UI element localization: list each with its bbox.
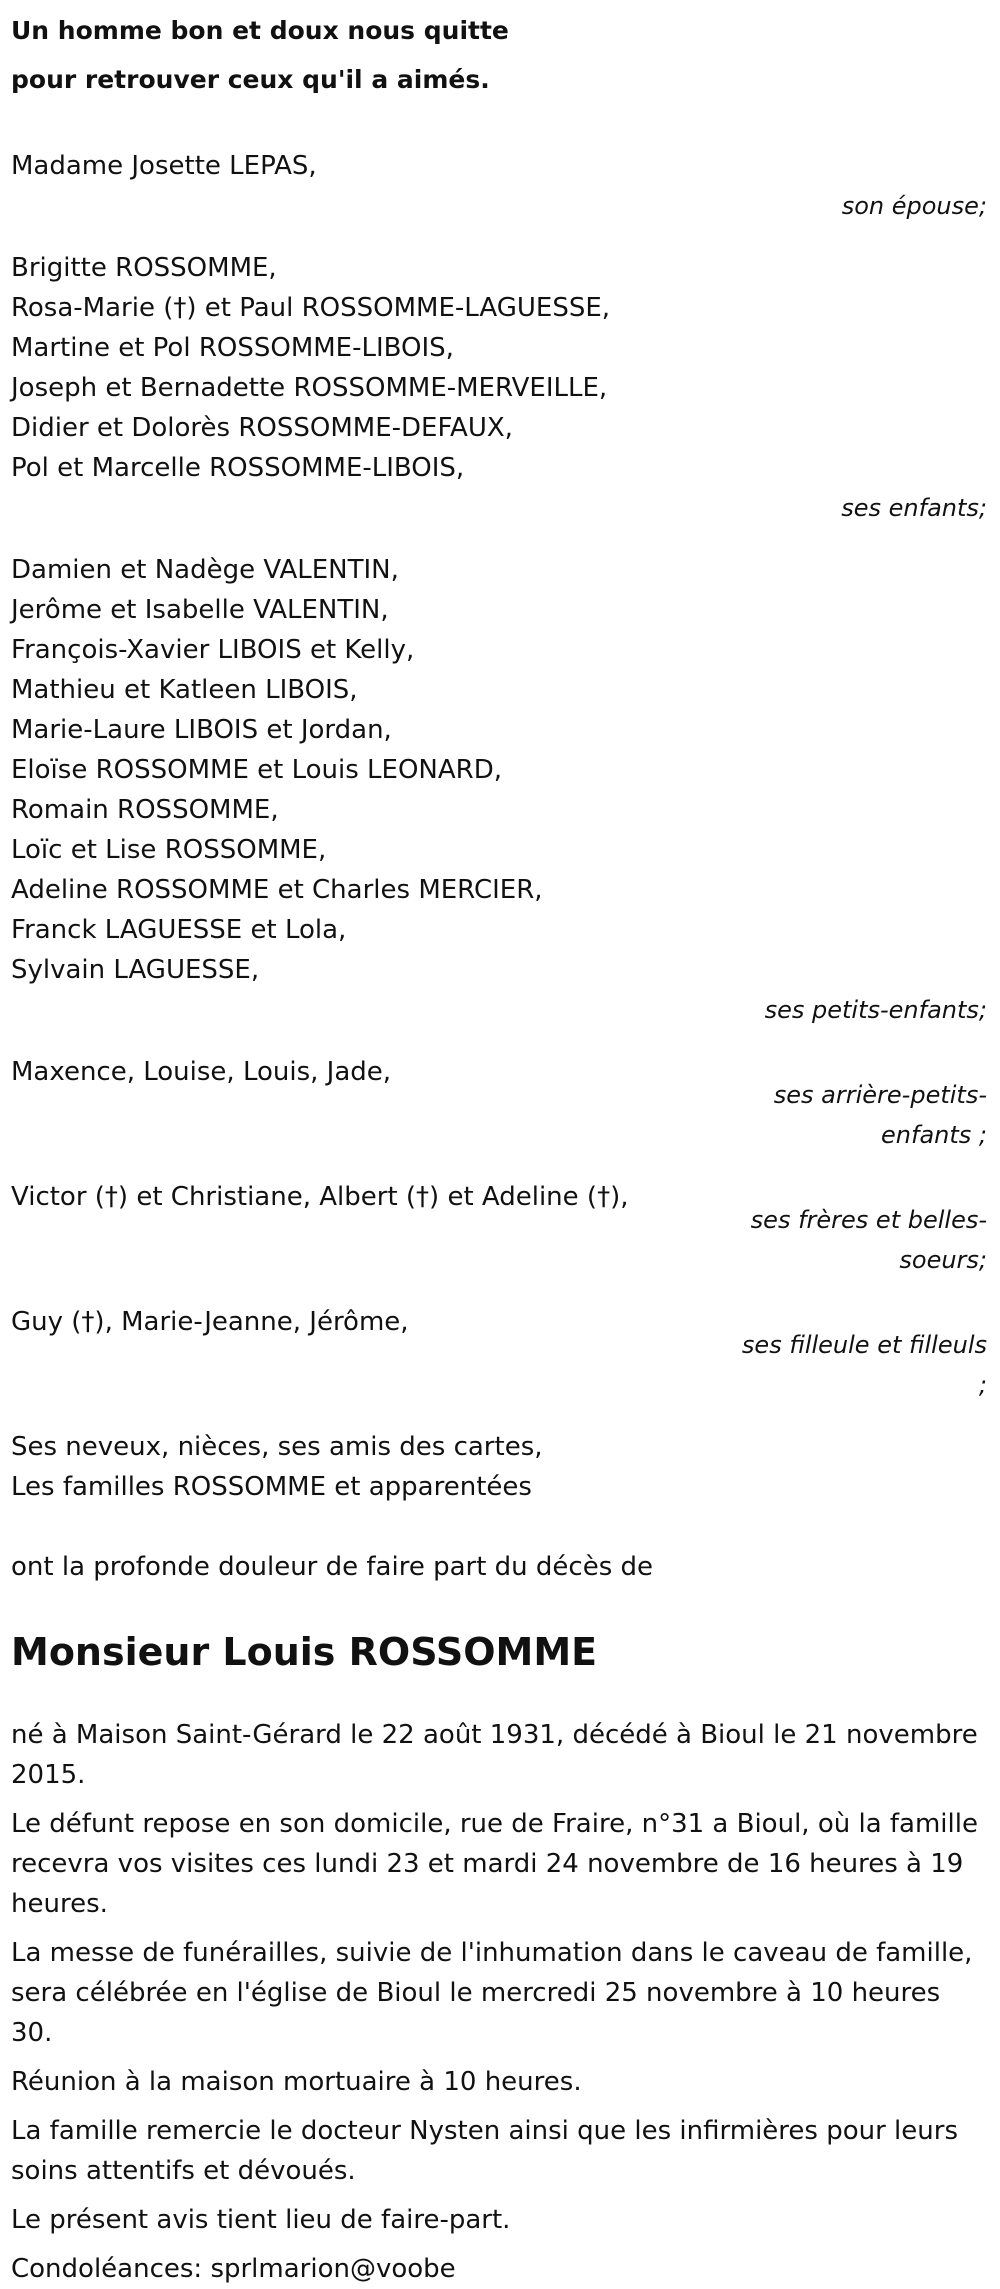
family-group-grandchildren	[11, 550, 989, 1030]
family-member-line: Martine et Pol ROSSOMME-LIBOIS,	[11, 333, 454, 363]
deceased-name: Monsieur Louis ROSSOMME	[11, 1630, 598, 1674]
relation-label-grandchildren: ses petits-enfants;	[764, 996, 987, 1024]
family-member-line: Rosa-Marie (†) et Paul ROSSOMME-LAGUESSE,	[11, 293, 611, 323]
family-group-great-grandchildren	[11, 1052, 989, 1155]
family-member-line: Pol et Marcelle ROSSOMME-LIBOIS,	[11, 453, 465, 483]
intro-line-1: Un homme bon et doux nous quitte	[11, 16, 509, 45]
family-member-line: Jerôme et Isabelle VALENTIN,	[11, 595, 389, 625]
relation-label-siblings: ses frères et belles-soeurs;	[750, 1206, 987, 1274]
relation-label-godchildren: ses filleule et filleuls ;	[741, 1331, 987, 1399]
detail-paragraph: Réunion à la maison mortuaire à 10 heures.	[11, 2067, 582, 2097]
relation-label-children: ses enfants;	[841, 494, 987, 522]
family-member-line: Madame Josette LEPAS,	[11, 151, 317, 181]
family-member-line: Guy (†), Marie-Jeanne, Jérôme,	[11, 1307, 409, 1337]
family-member-line: Franck LAGUESSE et Lola,	[11, 915, 347, 945]
detail-paragraph: Le défunt repose en son domicile, rue de Fraire, n°31 a Bioul, où la famille recevra vos visites ces lundi 23 et mardi 24 novembre de 16 heures à 19 heures.	[11, 1809, 978, 1919]
closing-line-2: Les familles ROSSOMME et apparentées	[11, 1472, 532, 1502]
detail-paragraph: La messe de funérailles, suivie de l'inhumation dans le caveau de famille, sera célébrée en l'église de Bioul le mercredi 25 novembre à 10 heures 30.	[11, 1938, 973, 2048]
family-member-line: Victor (†) et Christiane, Albert (†) et Adeline (†),	[11, 1182, 629, 1212]
family-member-line: Brigitte ROSSOMME,	[11, 253, 277, 283]
family-member-line: Eloïse ROSSOMME et Louis LEONARD,	[11, 755, 503, 785]
intro-line-2: pour retrouver ceux qu'il a aimés.	[11, 65, 490, 94]
family-member-line: Loïc et Lise ROSSOMME,	[11, 835, 327, 865]
family-member-line: Marie-Laure LIBOIS et Jordan,	[11, 715, 392, 745]
family-member-line: Romain ROSSOMME,	[11, 795, 279, 825]
condolences-line: Condoléances: sprlmarion@voobe	[11, 2254, 456, 2284]
family-member-line: Maxence, Louise, Louis, Jade,	[11, 1057, 392, 1087]
detail-paragraph: Le présent avis tient lieu de faire-part.	[11, 2205, 511, 2235]
family-group-siblings	[11, 1177, 989, 1280]
family-member-line: Mathieu et Katleen LIBOIS,	[11, 675, 358, 705]
family-member-line: Sylvain LAGUESSE,	[11, 955, 260, 985]
closing-line-1: Ses neveux, nièces, ses amis des cartes,	[11, 1432, 543, 1462]
family-member-line: François-Xavier LIBOIS et Kelly,	[11, 635, 415, 665]
family-member-line: Joseph et Bernadette ROSSOMME-MERVEILLE,	[11, 373, 608, 403]
detail-paragraph: né à Maison Saint-Gérard le 22 août 1931, décédé à Bioul le 21 novembre 2015.	[11, 1720, 978, 1790]
funeral-details	[11, 1715, 989, 2289]
family-member-line: Didier et Dolorès ROSSOMME-DEFAUX,	[11, 413, 513, 443]
announcement-text: ont la profonde douleur de faire part du décès de	[11, 1552, 654, 1582]
family-group-godchildren	[11, 1302, 989, 1405]
closing-lines	[11, 1427, 989, 1507]
relation-label-spouse: son épouse;	[841, 192, 987, 220]
family-group-children	[11, 248, 989, 528]
relation-label-great-grandchildren: ses arrière-petits-enfants ;	[773, 1081, 987, 1149]
detail-paragraph: La famille remercie le docteur Nysten ainsi que les infirmières pour leurs soins attentifs et dévoués.	[11, 2116, 958, 2186]
intro-text	[11, 0, 989, 104]
family-member-line: Adeline ROSSOMME et Charles MERCIER,	[11, 875, 543, 905]
family-group-spouse	[11, 146, 989, 226]
family-member-line: Damien et Nadège VALENTIN,	[11, 555, 399, 585]
